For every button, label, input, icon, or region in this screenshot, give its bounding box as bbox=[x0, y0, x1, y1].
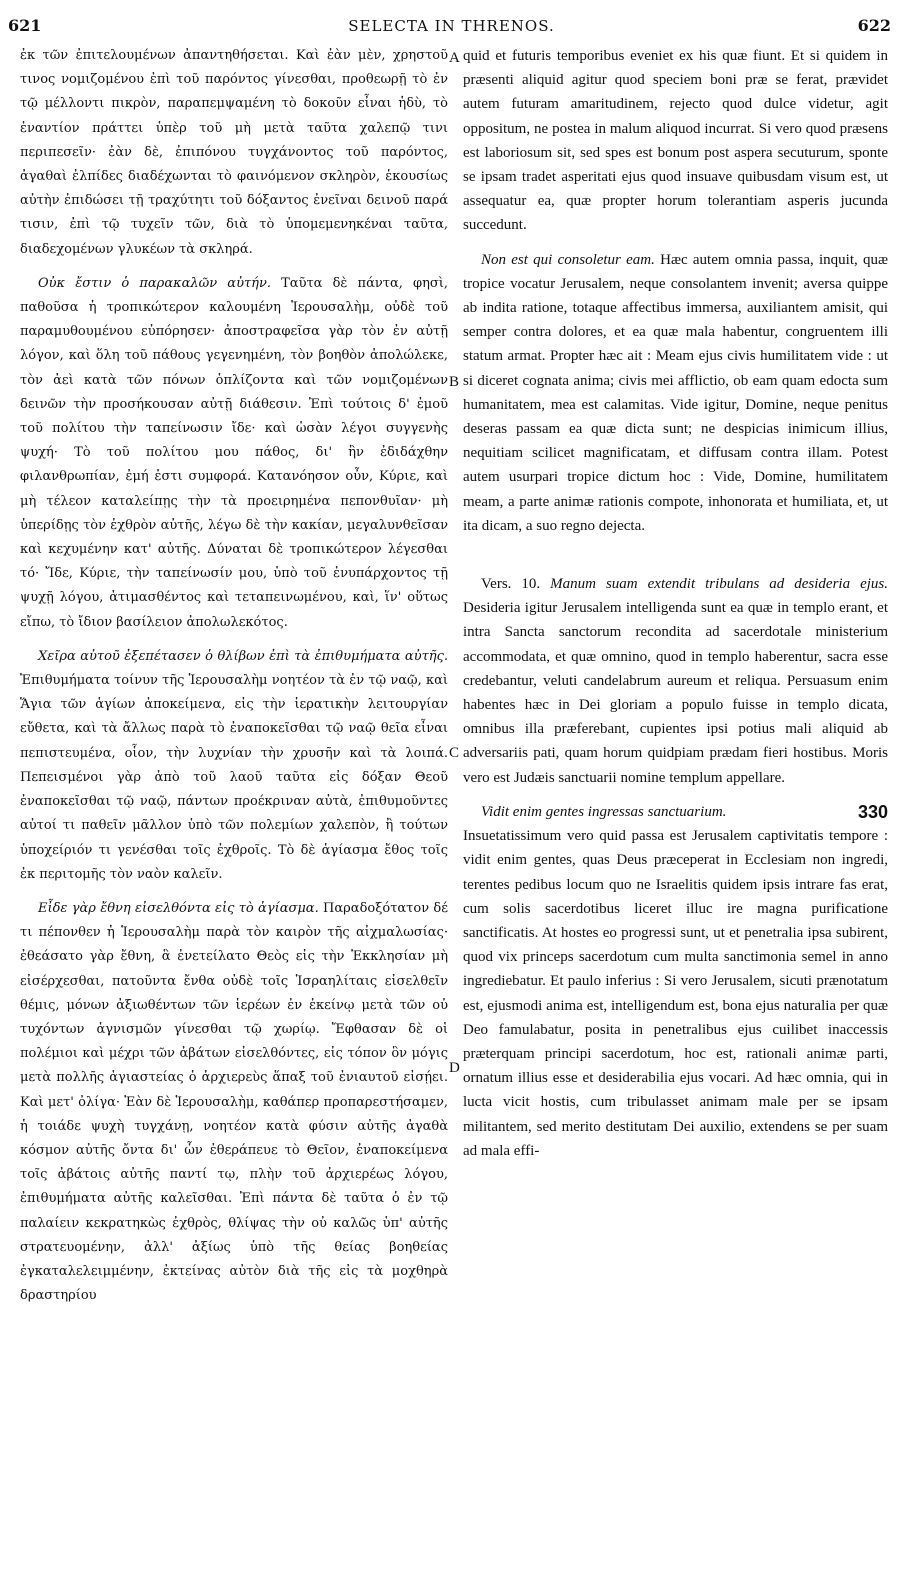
greek-paragraph-1-text: ἐκ τῶν ἐπιτελουμένων ἀπαντηθήσεται. Καὶ ἐὰν μὲν, χρηστοῦ τινος νομιζομένου ἐπὶ τοῦ παρόντος γίνεσθαι, προθεωρῇ τὸ ἐν τῷ μέλλοντι πικρὸν, παραπεμψαμένη τὸ δοκοῦν εἶναι ἡδὺ, τὸ ἐναντίον πράττει ὑπὲρ τοῦ μὴ μετὰ ταῦτα χαλεπῷ τινι περιπεσεῖν· ἐὰν δὲ, ἐπιπόνου τυγχάνοντος τοῦ παρόντος, ἀγαθαὶ ἐλπίδες διαδέχωνται τὸ φαινόμενον σκληρὸν, ἑκουσίως αὐτὴν ἐπιδώσει τῇ τραχύτητι τοῦ δόξαντος ἐνεῖναι δεινοῦ παρά τισιν, ἐπὶ τῷ τυχεῖν τῶν, διὰ τὸ ὑπομεμενηκέναι ταῦτα, διαδεχομένων γλυκέων τὰ σκληρά. bbox=[20, 48, 448, 257]
greek-paragraph-2-text: Ταῦτα δὲ πάντα, φησὶ, παθοῦσα ἡ τροπικώτερον καλουμένη Ἱερουσαλὴμ, οὐδὲ τοῦ παραμυθουμένου εὐπόρησεν· ἀποστραφεῖσα γὰρ τὸν ἐν αὐτῇ λόγον, καὶ ὅλη τοῦ πάθους γεγενημένη, τὸν βοηθὸν ἀπολώλεκε, τὸν ἀεὶ κατὰ τῶν πόνων ὁπλίζοντα καὶ τῶν νομιζομένων δεινῶν τὴν προσήκουσαν αὐτῇ διάθεσιν. Ἐπὶ τούτοις δ' ἐμοῦ τοῦ πολίτου τὴν ταπείνωσιν ἴδε· καὶ ὡσὰν λέγοι συγγενὴς ψυχή· Τὸ τοῦ πολίτου μου πάθος, δι' ἣν ἐδιδάχθην φιλανθρωπίαν, ἐμή ἐστι συμφορά. Κατανόησον οὖν, Κύριε, καὶ μὴ τέλεον καταλείπῃς τὴν τὰ προειρημένα πεπονθυῖαν· μὴ ὑπερίδῃς τὸν ἐχθρὸν αὐτῆς, λέγω δὲ τὴν κακίαν, μεγαλυνθεῖσαν καὶ κεχυμένην κατ' αὐτῆς. Δύναται δὲ τροπικώτερον λέγεσθαι τό· Ἴδε, Κύριε, τὴν ταπείνωσίν μου, ὑπὸ τοῦ ἐνυπάρχοντος τῇ ψυχῇ λόγου, ἀτιμασθέντος καὶ τεταπεινωμένου, καὶ, ἵν' οὕτως εἴπω, τὸ ἴδιον βασίλειον ἀπολωλεκότος. bbox=[20, 275, 448, 630]
latin-paragraph-1-text: quid et futuris temporibus eveniet ex his quæ fiunt. Et si quidem in præsenti aliquid agitur quod speciem boni præ se ferat, prævidet autem futuram amaritudinem, rejecto quod dulce videtur, agit oppositum, ne postea in malum aliquod incurrat. Si vero quod præsens est laboriosum sit, sed spes est bonum post aspera secuturum, sponte se ipsam tradet asperitati ejus quod insuave quibusdam visum est, ut assequatur ea, quæ propter horum tolerantiam asperis jucunda succedunt. bbox=[463, 48, 888, 234]
margin-marker-c: C bbox=[449, 745, 460, 761]
greek-paragraph-4 bbox=[20, 897, 448, 1308]
page-header bbox=[0, 0, 903, 40]
greek-paragraph-1 bbox=[20, 44, 448, 262]
greek-paragraph-3-text: Ἐπιθυμήματα τοίνυν τῆς Ἱερουσαλὴμ νοητέον τὰ ἐν τῷ ναῷ, καὶ Ἅγια τῶν ἁγίων ἀποκείμενα, εἰς τὴν ἱερατικὴν λειτουργίαν εὔθετα, καὶ τὰ ἄλλως παρὰ τὸ ἐναποκεῖσθαι τῷ ναῷ θεῖα εἶναι πεπιστευμένα, οἷον, τὴν λυχνίαν τὴν χρυσῆν καὶ τὰ λοιπά. Πεπεισμένοι γὰρ ἀπὸ τοῦ λαοῦ ταῦτα εἰς δόξαν Θεοῦ ἐναποκεῖσθαι τῷ ναῷ, πάντων προέκριναν αὐτὰ, ἐπιθυμοῦντες αὐτοί τι παθεῖν μᾶλλον ὑπὸ τῶν πολεμίων χαλεπὸν, ἢ τούτων ὑποχείριόν τι γενέσθαι τοῖς ἐχθροῖς. Τὸ δὲ ἁγίασμα ἔθος τοῖς ἐκ περιτομῆς τὸν ναὸν καλεῖν. bbox=[20, 673, 448, 882]
latin-lemma-3: Manum suam extendit tribulans ad desideria ejus. bbox=[540, 576, 888, 593]
page-number-left: 621 bbox=[8, 16, 42, 35]
greek-paragraph-4-text: Παραδοξότατον δέ τι πέπονθεν ἡ Ἱερουσαλὴμ παρὰ τὸν καιρὸν τῆς αἰχμαλωσίας· ἐθεάσατο γὰρ ἔθνη, ἃ ἐνετείλατο Θεὸς εἰς τὴν Ἐκκλησίαν μὴ εἰσέρχεσθαι, πατοῦντα ἔνθα οὐδὲ τοῖς Ἰσραηλίταις εἰσελθεῖν θέμις, μόνων ἀξιωθέντων τῶν ἱερέων ἐν ἐκείνῳ μετὰ τῶν οὐ τυχόντων ἁγνισμῶν γίνεσθαι τῷ χωρίῳ. Ἔφθασαν δὲ οἱ πολέμιοι καὶ μέχρι τῶν ἀβάτων εἰσελθόντες, εἰς τόπον ὃν μόγις μετὰ πολλῆς ἁγιαστείας ὁ ἀρχιερεὺς ἅπαξ τοῦ ἐνιαυτοῦ εἰσῄει. Καὶ μετ' ὀλίγα· Ἐὰν δὲ Ἱερουσαλὴμ, καθάπερ προπαρεστήσαμεν, ἡ τοιάδε ψυχὴ τυγχάνῃ, νοητέον κατὰ φύσιν αὐτῆς ἀγαθὰ κόσμον αὐτῆς ὄντα δι' ὧν ἐθεράπευε τὸ Θεῖον, ἐναποκείμενα τοῖς ἀβάτοις αὐτῆς παντί τῳ, πλὴν τοῦ ἀρχιερέως λόγου, ἐπιθυμήματα αὐτῆς καλεῖσθαι. Ἐπὶ πάντα δὲ ταῦτα ὁ ἐν τῷ παλαίειν κεκρατηκὼς ἐχθρὸς, θλίψας τὴν οὐ καλῶς ὑπ' αὐτῆς στρατευομένην, ἀλλ' ἀξίως ὑπὸ τῆς θείας βοηθείας ἐγκαταλελειμμένην, ἐκτείνας αὐτὸν διὰ τῆς εἰς τὰ μοχθηρὰ δραστηρίου bbox=[20, 900, 448, 1304]
running-title: SELECTA IN THRENOS. bbox=[348, 17, 555, 35]
greek-paragraph-2 bbox=[20, 272, 448, 635]
latin-paragraph-2-text: Hæc autem omnia passa, inquit, quæ tropice vocatur Jerusalem, neque consolantem invenit; aversa quippe ab indita ratione, totaque affectibus immersa, auxiliantem amisit, qui semper contra dolores, et ea quæ mala habentur, congruentem illi statum armat. Propter hæc ait : Meam ejus civis humilitatem vide : ut si diceret cognata anima; civis mei afflictio, ob eam quam edocta sum humanitatem, mea est calamitas. Vide igitur, Domine, neque penitus deseras passam ea quæ dicta sunt; ne despicias inimicum illius, nequitiam scilicet magnificatam, et diffusam contra illam. Potest autem usurpari tropice dictum hoc : Vide, Domine, humilitatem meam, a parte animæ rationis compote, inhonorata et humiliata, et, ut ita dicam, a suo regno dejecta. bbox=[463, 251, 888, 534]
page-number-right: 622 bbox=[857, 16, 891, 35]
latin-column bbox=[463, 44, 888, 1173]
greek-paragraph-3 bbox=[20, 645, 448, 887]
latin-lemma-4: Vidit enim gentes ingressas sanctuarium. bbox=[481, 803, 727, 820]
latin-paragraph-1 bbox=[463, 44, 888, 238]
latin-paragraph-4-text: Insuetatissimum vero quid passa est Jerusalem captivitatis tempore : vidit enim gentes, quas Deus præceperat in Ecclesiam non ingredi, terentes pedibus locum quo ne Israelitis quidem ipsis intrare fas erat, cum solis sacerdotibus liceret illuc ire magna purificatione sanctificatis. At hostes eo progressi sunt, ut et penetralia ipsa subirent, quod vix princeps sacerdotum cum multa sanctimonia semel in anno ingrediebatur. Et paulo inferius : Si vero Jerusalem, sicuti prænotatum est, ejusmodi anima est, intelligendum est, bona ejus naturalia per quæ Deo famulabatur, posita in penetralibus ejus cuilibet inaccessis præterquam principi sacerdotum, hoc est, rationali animæ parti, ornatum illius esse et desiderabilia ejus vocari. Ad hæc omnia, qui in lucta vicit hostis, cum tribulasset animam male per se ipsam militantem, sed merito destitutam Dei auxilio, extendens se per suam ad mala effi- bbox=[463, 828, 888, 1159]
greek-lemma-2: Οὐκ ἔστιν ὁ παρακαλῶν αὐτήν. bbox=[38, 275, 271, 291]
latin-paragraph-3 bbox=[463, 572, 888, 790]
margin-marker-b: B bbox=[449, 374, 460, 390]
greek-column bbox=[20, 44, 448, 1318]
latin-lemma-2: Non est qui consoletur eam. bbox=[481, 251, 655, 268]
column-number: 330 bbox=[857, 801, 888, 822]
latin-paragraph-2 bbox=[463, 248, 888, 538]
margin-marker-d: D bbox=[449, 1060, 460, 1076]
greek-lemma-4: Εἶδε γὰρ ἔθνη εἰσελθόντα εἰς τὸ ἁγίασμα. bbox=[38, 900, 319, 916]
verse-number: Vers. 10. bbox=[481, 576, 541, 593]
margin-marker-a: A bbox=[449, 50, 460, 66]
latin-paragraph-4 bbox=[463, 800, 888, 1163]
greek-lemma-3: Χεῖρα αὐτοῦ ἐξεπέτασεν ὁ θλίβων ἐπὶ τὰ ἐπιθυμήματα αὐτῆς. bbox=[38, 648, 448, 664]
latin-paragraph-3-text: Desideria igitur Jerusalem intelligenda sunt ea quæ in templo erant, et intra Sancta sanctorum recondita ad sacerdotale ministerium accommodata, et quæ omnino, quod in templo haberentur, sacra esse credebantur, veluti candelabrum aureum et reliqua. Persuasum enim habentes hæc in Dei gloriam a populo fuisse in templo dicata, omnibus illa præferebant, cupientes ipsi potius mali aliquid ab adversariis pati, quam horum quidpiam prædam fieri hostibus. Moris vero est Judæis sanctuarii nomine templum appellare. bbox=[463, 600, 888, 786]
